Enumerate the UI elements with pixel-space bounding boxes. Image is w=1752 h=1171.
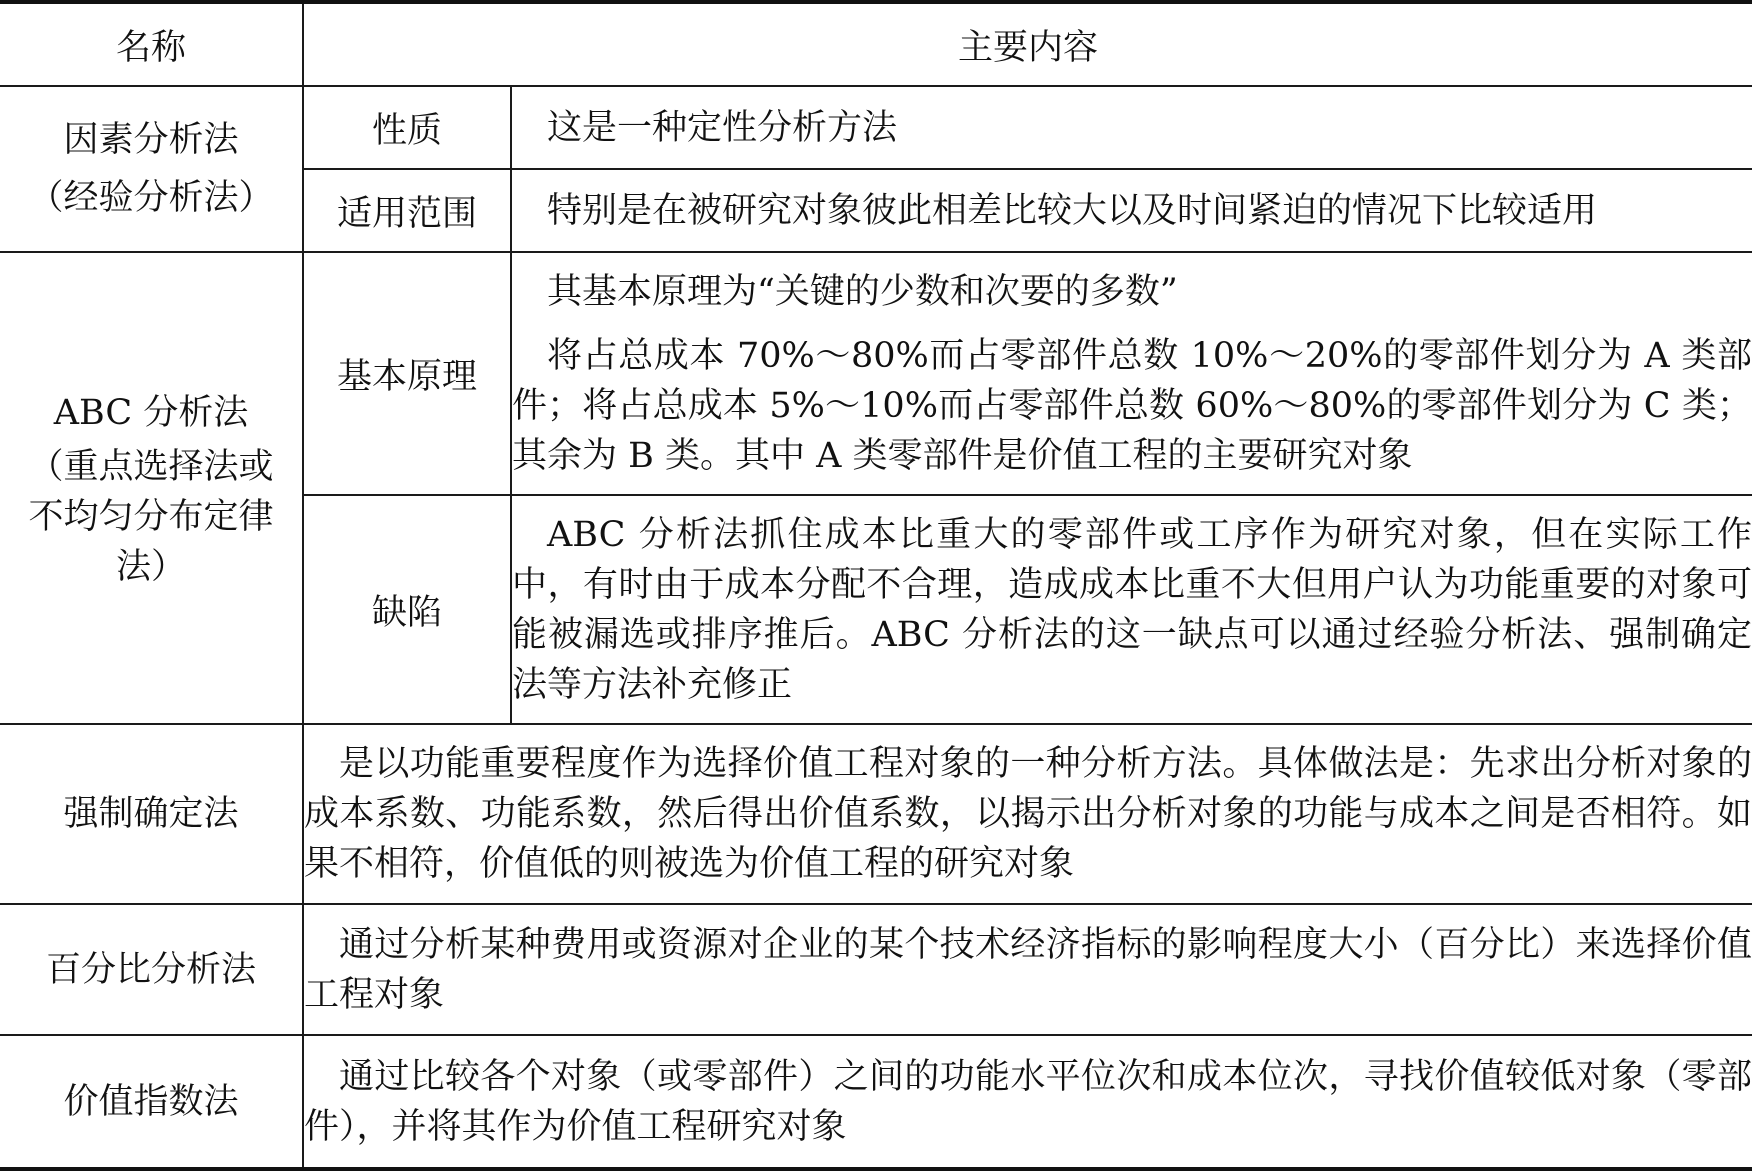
method-name-factor — [0, 86, 303, 252]
content-text: 通过分析某种费用或资源对企业的某个技术经济指标的影响程度大小（百分比）来选择价值工程对象 — [304, 924, 1752, 1015]
content-text: 其基本原理为“关键的少数和次要的多数” — [547, 271, 1178, 312]
header-content: 主要内容 — [303, 2, 1752, 86]
sub-label-defect: 缺陷 — [303, 495, 511, 724]
content-cell — [303, 724, 1752, 904]
content-cell — [511, 86, 1752, 169]
method-title: 因素分析法 — [63, 120, 239, 160]
content-text: 这是一种定性分析方法 — [547, 107, 898, 148]
content-text: ABC 分析法抓住成本比重大的零部件或工序作为研究对象，但在实际工作中，有时由于成本分配不合理，造成成本比重不大但用户认为功能重要的对象可能被漏选或排序推后。ABC 分析法的这一缺点可以通过经验分析法、强制确定法等方法补充修正 — [512, 514, 1752, 705]
content-cell — [303, 904, 1752, 1035]
content-cell — [511, 252, 1752, 495]
content-text: 是以功能重要程度作为选择价值工程对象的一种分析方法。具体做法是：先求出分析对象的成本系数、功能系数，然后得出价值系数，以揭示出分析对象的功能与成本之间是否相符。如果不相符，价值低的则被选为价值工程的研究对象 — [304, 744, 1752, 884]
table-row — [0, 86, 1752, 169]
content-text: 通过比较各个对象（或零部件）之间的功能水平位次和成本位次，寻找价值较低对象（零部件），并将其作为价值工程研究对象 — [304, 1056, 1752, 1147]
content-cell — [511, 169, 1752, 252]
content-cell — [511, 495, 1752, 724]
header-name: 名称 — [0, 2, 303, 86]
content-text: 特别是在被研究对象彼此相差比较大以及时间紧迫的情况下比较适用 — [547, 190, 1598, 231]
table-row — [0, 724, 1752, 904]
method-alias: （重点选择法或不均匀分布定律法） — [28, 447, 274, 587]
method-name-index: 价值指数法 — [0, 1035, 303, 1169]
table-row — [0, 1035, 1752, 1169]
method-name-abc — [0, 252, 303, 724]
content-cell — [303, 1035, 1752, 1169]
content-text: 将占总成本 70%～80%而占零部件总数 10%～20%的零部件划分为 A 类部件；将占总成本 5%～10%而占零部件总数 60%～80%的零部件划分为 C 类；其余为 B 类。其中 A 类零部件是价值工程的主要研究对象 — [512, 335, 1752, 476]
sub-label-nature: 性质 — [303, 86, 511, 169]
method-name-percent: 百分比分析法 — [0, 904, 303, 1035]
table-row — [0, 904, 1752, 1035]
sub-label-scope: 适用范围 — [303, 169, 511, 252]
table-row — [0, 252, 1752, 495]
header-row — [0, 2, 1752, 86]
sub-label-principle: 基本原理 — [303, 252, 511, 495]
method-title: ABC 分析法 — [53, 393, 249, 433]
method-name-forced: 强制确定法 — [0, 724, 303, 904]
method-alias: （经验分析法） — [28, 178, 274, 218]
